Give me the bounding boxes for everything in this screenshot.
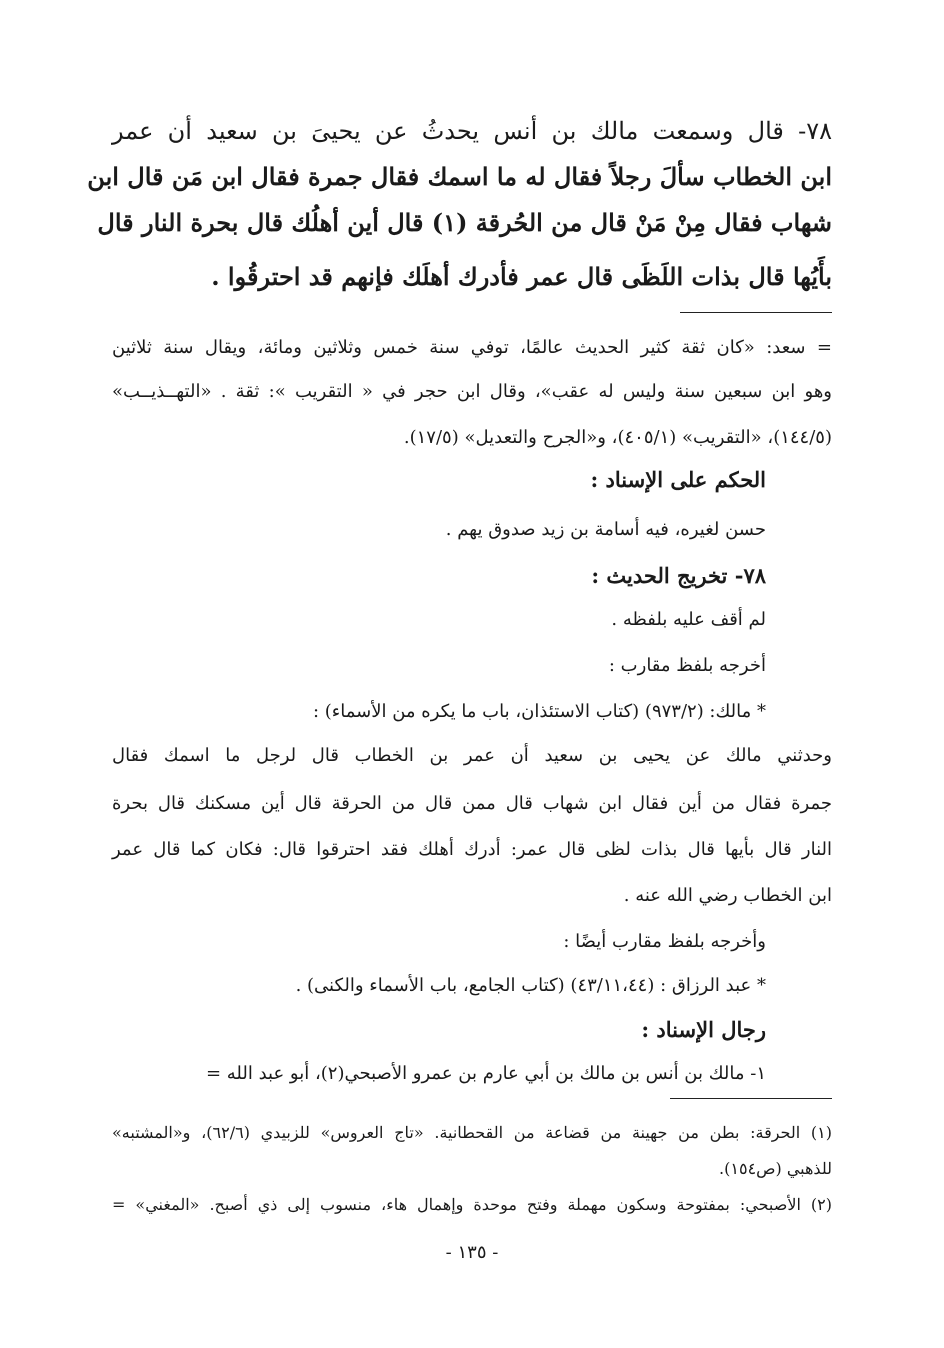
- rijal-line-1: ١- مالك بن أنس بن مالك بن أبي عارم بن عمرو الأصبحي(٢)، أبو عبد الله =: [205, 1063, 766, 1084]
- malik-reference: * مالك: (٩٧٣/٢) (كتاب الاستئذان، باب ما يكره من الأسماء) :: [312, 701, 766, 722]
- hadith-line-1: ٧٨- قال وسمعت مالك بن أنس يحدثُ عن يحيىَ بن سعيد أن عمر: [112, 117, 832, 145]
- rijal-heading: رجال الإسناد :: [641, 1017, 766, 1042]
- footnote-2: (٢) الأصبحي: بمفتوحة وسكون مهملة وفتح موحدة وإهمال هاء، منسوب إلى ذي أصبح. «المغني» =: [112, 1195, 833, 1214]
- hadith-line-3: شهاب فقال مِنْ مَنْ قال من الحُرقة (١) قال أين أهلُك قال بحرة النار قال: [97, 208, 832, 237]
- continuation-line-1: = سعد: «كان ثقة كثير الحديث عالمًا، توفي سنة خمس وثلاثين ومائة، ويقال سنة ثلاثين: [112, 337, 832, 358]
- malik-text-line-4: ابن الخطاب رضي الله عنه .: [623, 885, 832, 906]
- footnote-1-line-2: للذهبي (ص١٥٤).: [719, 1159, 832, 1178]
- page-number: - ١٣٥ -: [445, 1242, 499, 1263]
- malik-text-line-1: وحدثني مالك عن يحيى بن سعيد أن عمر بن الخطاب قال لرجل ما اسمك فقال: [112, 745, 832, 766]
- isnad-ruling-heading: الحكم على الإسناد :: [590, 467, 766, 492]
- takhrij-heading: ٧٨- تخريج الحديث :: [591, 563, 766, 588]
- hadith-line-4: بأَيُها قال بذات اللَظَى قال عمر فأدرك أهلَك فإنهم قد احترقُوا .: [211, 262, 832, 291]
- hadith-line-2: ابن الخطاب سألَ رجلاً فقال له ما اسمك فقال جمرة فقال ابن مَن قال ابن: [87, 162, 832, 191]
- abdurrazzaq-reference: * عبد الرزاق : (٤٣/١١،٤٤) (كتاب الجامع، باب الأسماء والكنى) .: [295, 975, 766, 996]
- footnote-separator: [670, 1098, 832, 1099]
- takhrij-line-3: وأخرجه بلفظ مقارب أيضًا :: [563, 931, 766, 952]
- isnad-ruling-text: حسن لغيره، فيه أسامة بن زيد صدوق يهم .: [445, 519, 766, 540]
- malik-text-line-2: جمرة فقال من أين فقال ابن شهاب قال ممن قال من الحرقة قال أين مسكنك قال بحرة: [112, 793, 832, 814]
- malik-text-line-3: النار قال بأيها قال بذات لظى قال عمر: أدرك أهلك فقد احترقوا قال: فكان كما قال عمر: [112, 839, 832, 860]
- separator-rule-top: [680, 312, 832, 313]
- continuation-line-3: (١٤٤/٥)، «التقريب» (٤٠٥/١)، و«الجرح والتعديل» (١٧/٥).: [403, 427, 832, 448]
- takhrij-line-2: أخرجه بلفظ مقارب :: [608, 655, 766, 676]
- continuation-line-2: وهو ابن سبعين سنة وليس له عقب»، وقال ابن حجر في « التقريب »: ثقة . «التهــذيــب»: [112, 381, 832, 402]
- takhrij-line-1: لم أقف عليه بلفظه .: [611, 609, 766, 630]
- footnote-1-line-1: (١) الحرقة: بطن من جهينة من قضاعة من القحطانية. «تاج العروس» للزبيدي (٦٢/٦)، و«المشتبه»: [112, 1123, 833, 1142]
